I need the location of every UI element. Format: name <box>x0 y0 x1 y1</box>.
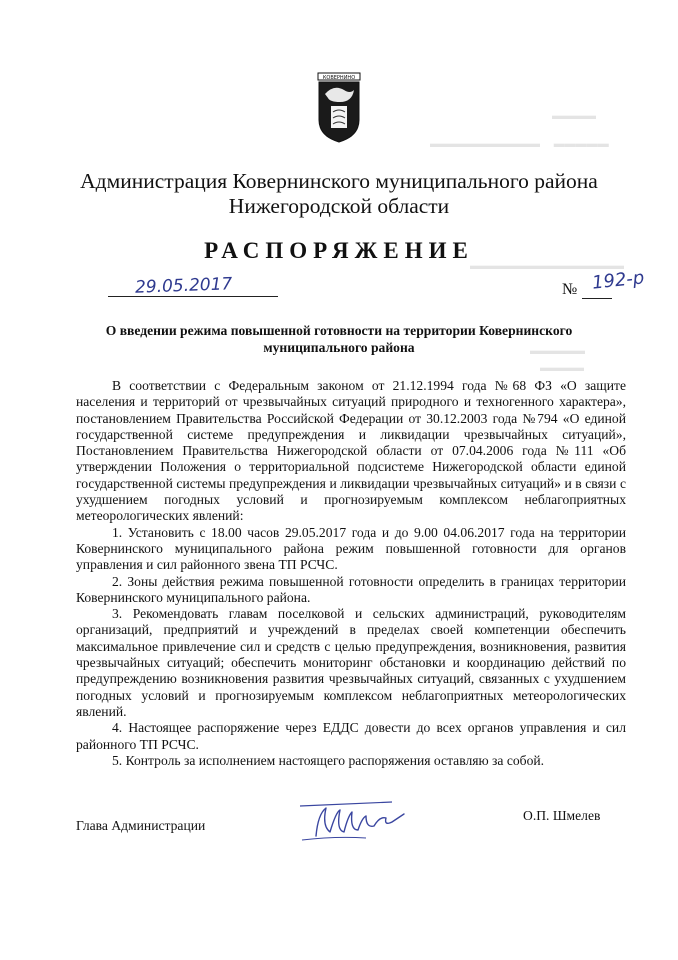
organization-region: Нижегородской области <box>228 194 450 218</box>
number-label: № <box>562 281 578 298</box>
number-underline <box>582 298 612 299</box>
document-type-title: РАСПОРЯЖЕНИЕ <box>204 238 474 263</box>
bleed-through-mark: ▬▬▬▬▬ <box>530 345 585 357</box>
body-item: 5. Контроль за исполнением настоящего распоряжения оставляю за собой. <box>112 752 545 768</box>
svg-text:КОВЕРНИНО: КОВЕРНИНО <box>322 74 356 81</box>
document-body <box>76 378 626 769</box>
bleed-through-mark: ▬▬▬▬ <box>540 362 584 374</box>
document-subject: О введении режима повышенной готовности на территории Ковернинского муниципального района <box>105 323 573 355</box>
body-item: 3. Рекомендовать главам поселковой и сельских администраций, руководителям организаций, предприятий и учреждений в пределах своей компетенции обеспечить максимальное привлечение сил и средств с целью предупреждения, возникновения, развития чрезвычайных ситуаций; обеспечить мониторинг обстановки и координацию действий по предупреждению возникновения развития чрезвычайных ситуаций, связанных с ухудшением погодных условий и прогнозируемым комплексом неблагоприятных метеорологических явлений. <box>76 606 626 719</box>
document-number: 192-р <box>591 267 646 294</box>
date-underline <box>108 296 278 297</box>
body-item: 2. Зоны действия режима повышенной готовности определить в границах территории Ковернинского муниципального района. <box>76 573 626 605</box>
coat-of-arms-emblem <box>316 72 362 144</box>
bleed-through-mark: ▬▬▬▬▬▬▬▬▬▬▬▬▬▬ <box>470 260 624 272</box>
bleed-through-mark: ▬▬▬▬ <box>552 110 596 122</box>
signatory-name: О.П. Шмелев <box>523 808 601 823</box>
signatory-position: Глава Администрации <box>76 818 206 833</box>
body-intro: В соответствии с Федеральным законом от 21.12.1994 года №68 ФЗ «О защите населения и территорий от чрезвычайных ситуаций природного и техногенного характера», постановлением Правительства Российской Федерации от 30.12.2003 года №794 «О единой государственной системе предупреждения и ликвидации чрезвычайных ситуаций», Постановлением Правительства Нижегородской области от 07.04.2006 года №111 «Об утверждении Положения о территориальной подсистеме Нижегородской области единой государственной системы предупреждения и ликвидации чрезвычайных ситуаций» и в связи с ухудшением погодных условий и прогнозируемым комплексом неблагоприятных метеорологических явлений: <box>76 378 626 524</box>
bleed-through-mark: ▬▬▬▬▬▬▬▬▬▬ ▬▬▬▬▬ <box>430 138 609 150</box>
document-date: 29.05.2017 <box>134 274 233 298</box>
organization-name: Администрация Ковернинского муниципального района <box>80 169 598 193</box>
handwritten-signature <box>296 796 408 844</box>
body-item: 1. Установить с 18.00 часов 29.05.2017 года и до 9.00 04.06.2017 года на территории Ковернинского муниципального района режим повышенной готовности для органов управления и сил районного звена ТП РСЧС. <box>76 524 626 573</box>
body-item: 4. Настоящее распоряжение через ЕДДС довести до всех органов управления и сил районного ТП РСЧС. <box>76 720 626 752</box>
